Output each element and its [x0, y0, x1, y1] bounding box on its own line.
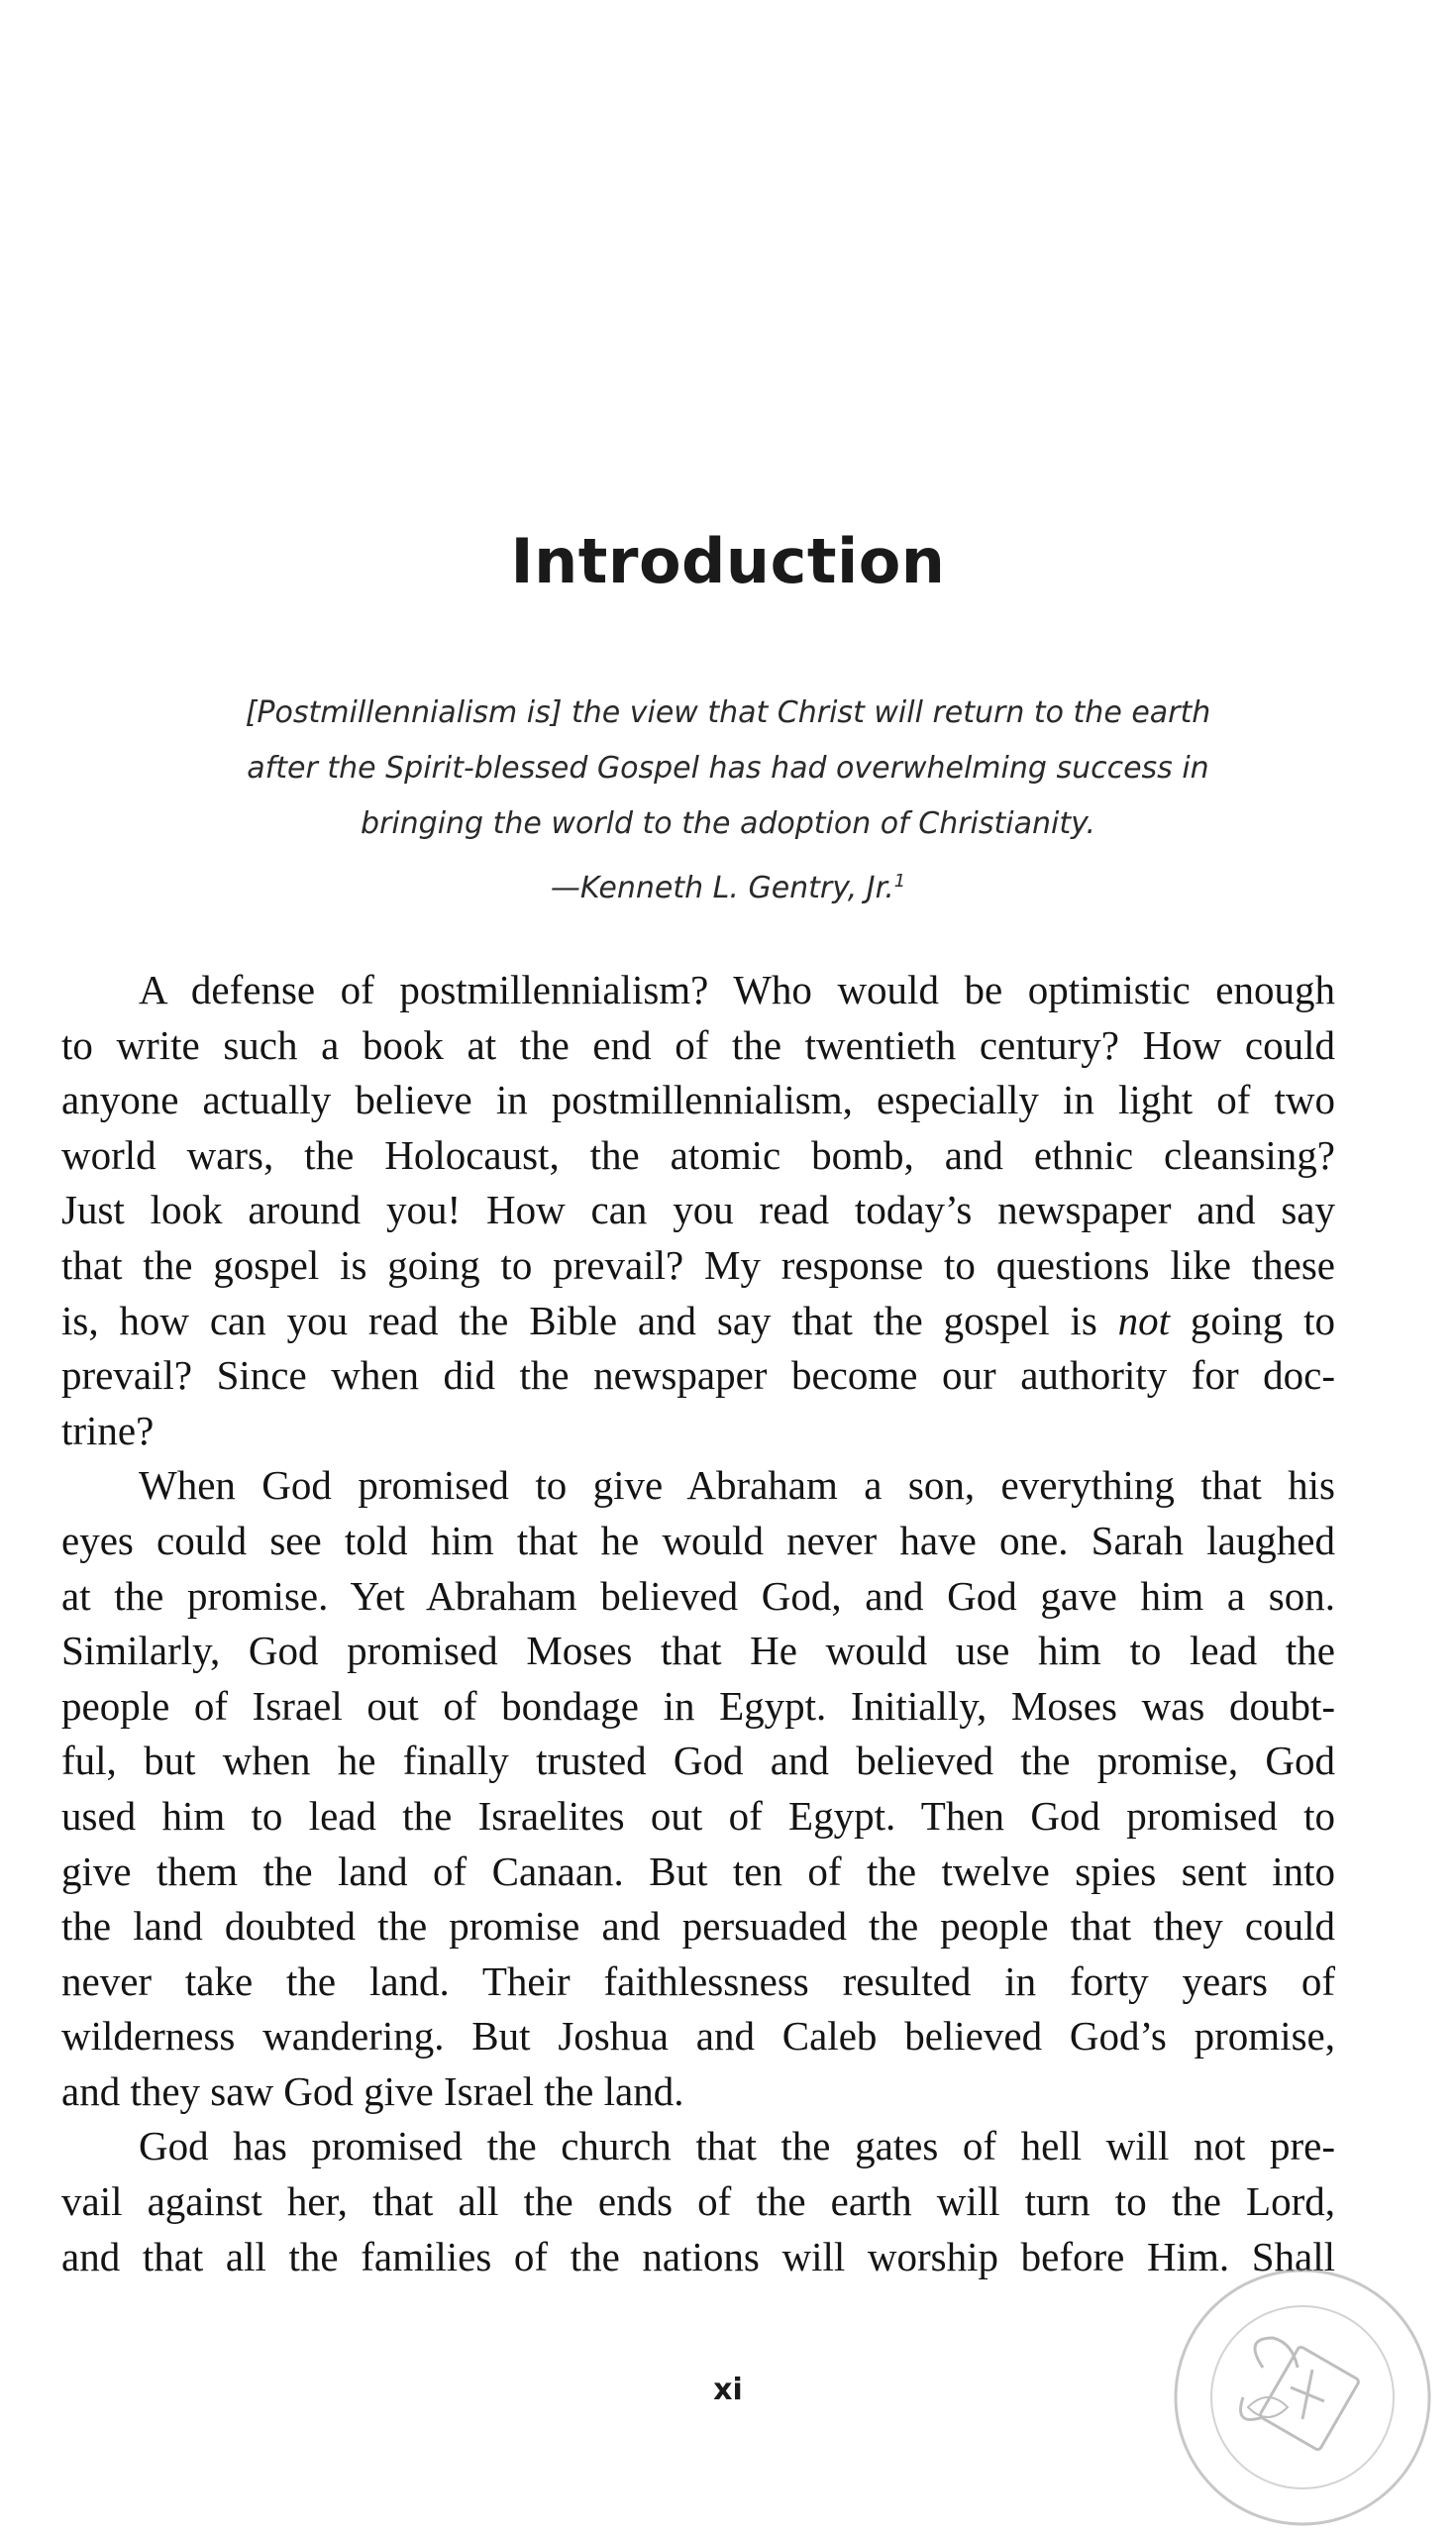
text-line: to write such a book at the end of the twentieth century? How could: [61, 1021, 1335, 1068]
text-line: people of Israel out of bondage in Egypt. Initially, Moses was doubt-: [61, 1682, 1335, 1729]
text-line: trine?: [61, 1407, 155, 1453]
text-line: God has promised the church that the gates of hell will not pre-: [139, 2123, 1335, 2169]
text-line: and that all the families of the nations will worship before Him. Shall: [61, 2233, 1335, 2279]
watermark-stamp: [1154, 2249, 1451, 2536]
chapter-title: Introduction: [510, 525, 946, 597]
page-number: xi: [713, 2373, 743, 2407]
text-line: used him to lead the Israelites out of Egypt. Then God promised to: [61, 1792, 1335, 1839]
text-line: anyone actually believe in postmillennialism, especially in light of two: [61, 1077, 1335, 1123]
text-line: prevail? Since when did the newspaper become our authority for doc-: [61, 1352, 1335, 1399]
text-line-end: going to: [1170, 1297, 1335, 1343]
epigraph-attribution: [198, 854, 1258, 916]
gift-book-icon: [1241, 2338, 1360, 2451]
text-line: A defense of postmillennialism? Who would be optimistic enough: [139, 967, 1335, 1012]
text-line: [61, 1294, 1335, 1349]
epigraph-line: [Postmillennialism is] the view that Christ will return to the earth: [245, 695, 1211, 730]
text-line: world wars, the Holocaust, the atomic bomb, and ethnic cleansing?: [61, 1131, 1335, 1178]
text-line: vail against her, that all the ends of the earth will turn to the Lord,: [61, 2178, 1335, 2225]
attribution-author: —Kenneth L. Gentry, Jr.: [550, 871, 894, 905]
text-line: wilderness wandering. But Joshua and Caleb believed God’s promise,: [61, 2013, 1335, 2060]
text-line: eyes could see told him that he would never have one. Sarah laughed: [61, 1517, 1335, 1563]
text-line: Similarly, God promised Moses that He would use him to lead the: [61, 1628, 1335, 1674]
footnote-marker: 1: [893, 871, 906, 892]
text-line: give them the land of Canaan. But ten of the twelve spies sent into: [61, 1848, 1335, 1894]
epigraph-line: bringing the world to the adoption of Christianity.: [360, 806, 1096, 841]
text-line: the land doubted the promise and persuaded the people that they could: [61, 1903, 1335, 1950]
text-line: never take the land. Their faithlessness resulted in forty years of: [61, 1957, 1335, 2004]
text-line: Just look around you! How can you read today’s newspaper and say: [61, 1187, 1335, 1233]
text-line: ful, but when he finally trusted God and believed the promise, God: [61, 1738, 1335, 1784]
body-text: [61, 963, 1335, 2284]
stamp-outer-ring: [1176, 2271, 1429, 2524]
text-line: and they saw God give Israel the land.: [61, 2067, 684, 2114]
text-line: at the promise. Yet Abraham believed God, and God gave him a son.: [61, 1572, 1335, 1619]
text-line: When God promised to give Abraham a son, everything that his: [139, 1462, 1335, 1509]
epigraph-line: after the Spirit-blessed Gospel has had overwhelming success in: [247, 751, 1209, 786]
text-line-start: is, how can you read the Bible and say that the gospel is: [61, 1297, 1118, 1343]
emphasis-not: not: [1117, 1297, 1171, 1343]
text-line: that the gospel is going to prevail? My response to questions like these: [61, 1241, 1335, 1288]
stamp-inner-ring: [1211, 2306, 1394, 2488]
epigraph-quote: [198, 686, 1258, 852]
